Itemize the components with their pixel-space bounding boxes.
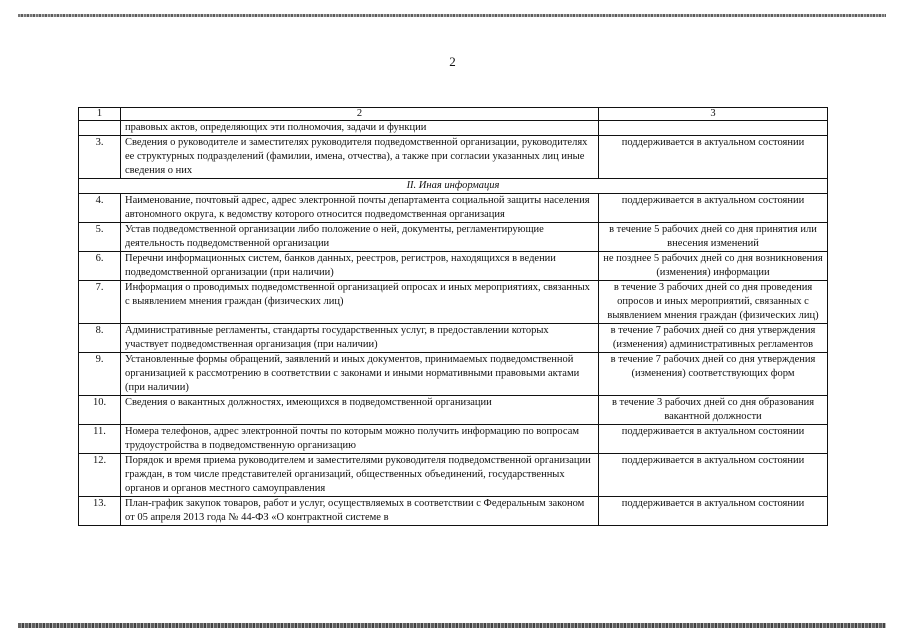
- row-period: в течение 7 рабочих дней со дня утверждения (изменения) административных регламентов: [599, 324, 828, 353]
- header-col-2: 2: [121, 108, 599, 121]
- information-table: [78, 107, 828, 526]
- table-row: [79, 396, 828, 425]
- table-row: [79, 353, 828, 396]
- row-text: Административные регламенты, стандарты государственных услуг, в предоставлении которых участвует подведомственная организация (при наличии): [121, 324, 599, 353]
- table-row: [79, 252, 828, 281]
- row-number: 12.: [79, 454, 121, 497]
- header-col-1: 1: [79, 108, 121, 121]
- table-row: [79, 136, 828, 179]
- row-period: в течение 5 рабочих дней со дня принятия или внесения изменений: [599, 223, 828, 252]
- row-period: поддерживается в актуальном состоянии: [599, 425, 828, 454]
- row-number: 3.: [79, 136, 121, 179]
- row-period: поддерживается в актуальном состоянии: [599, 454, 828, 497]
- row-period: поддерживается в актуальном состоянии: [599, 194, 828, 223]
- row-period: не позднее 5 рабочих дней со дня возникновения (изменения) информации: [599, 252, 828, 281]
- row-text: Установленные формы обращений, заявлений и иных документов, принимаемых подведомственной организацией к рассмотрению в соответствии с законами и иными нормативными правовыми актами (при наличии): [121, 353, 599, 396]
- page-number: 2: [449, 54, 456, 69]
- row-period: в течение 3 рабочих дней со дня проведения опросов и иных мероприятий, связанных с выявлением мнения граждан (физических лиц): [599, 281, 828, 324]
- row-text: Сведения о руководителе и заместителях руководителя подведомственной организации, руководителях ее структурных подразделений (фамилии, имена, отчества), а также при согласии указанных лиц иные сведения о них: [121, 136, 599, 179]
- row-text: правовых актов, определяющих эти полномочия, задачи и функции: [121, 121, 599, 136]
- section-title: II. Иная информация: [79, 179, 828, 194]
- table-row: [79, 454, 828, 497]
- row-text: Наименование, почтовый адрес, адрес электронной почты департамента социальной защиты населения автономного округа, к ведомству которого относится подведомственная организация: [121, 194, 599, 223]
- table-row: [79, 194, 828, 223]
- row-period: [599, 121, 828, 136]
- row-number: 8.: [79, 324, 121, 353]
- table-row: [79, 223, 828, 252]
- row-text: План-график закупок товаров, работ и услуг, осуществляемых в соответствии с Федеральным законом от 05 апреля 2013 года № 44-ФЗ «О контрактной системе в: [121, 497, 599, 526]
- table-row: [79, 281, 828, 324]
- row-number: 5.: [79, 223, 121, 252]
- scan-edge-bottom: [18, 623, 886, 628]
- row-text: Номера телефонов, адрес электронной почты по которым можно получить информацию по вопросам трудоустройства в подведомственную организацию: [121, 425, 599, 454]
- table-header-row: [79, 108, 828, 121]
- row-number: 10.: [79, 396, 121, 425]
- row-number: [79, 121, 121, 136]
- row-number: 11.: [79, 425, 121, 454]
- row-number: 4.: [79, 194, 121, 223]
- table-row: [79, 425, 828, 454]
- row-number: 6.: [79, 252, 121, 281]
- row-text: Порядок и время приема руководителем и заместителями руководителя подведомственной организации граждан, в том числе представителей организаций, общественных объединений, государственных органов и органов местного самоуправления: [121, 454, 599, 497]
- row-text: Сведения о вакантных должностях, имеющихся в подведомственной организации: [121, 396, 599, 425]
- scan-edge-top: [18, 14, 886, 17]
- row-text: Информация о проводимых подведомственной организацией опросах и иных мероприятиях, связанных с выявлением мнения граждан (физических лиц): [121, 281, 599, 324]
- row-period: в течение 3 рабочих дней со дня образования вакантной должности: [599, 396, 828, 425]
- continuation-row: [79, 121, 828, 136]
- row-period: в течение 7 рабочих дней со дня утверждения (изменения) соответствующих форм: [599, 353, 828, 396]
- table-row: [79, 324, 828, 353]
- table-row: [79, 497, 828, 526]
- section-row: [79, 179, 828, 194]
- row-period: поддерживается в актуальном состоянии: [599, 497, 828, 526]
- row-text: Устав подведомственной организации либо положение о ней, документы, регламентирующие деятельность подведомственной организации: [121, 223, 599, 252]
- row-period: поддерживается в актуальном состоянии: [599, 136, 828, 179]
- row-number: 7.: [79, 281, 121, 324]
- row-number: 13.: [79, 497, 121, 526]
- row-text: Перечни информационных систем, банков данных, реестров, регистров, находящихся в ведении подведомственной организации (при наличии): [121, 252, 599, 281]
- row-number: 9.: [79, 353, 121, 396]
- header-col-3: 3: [599, 108, 828, 121]
